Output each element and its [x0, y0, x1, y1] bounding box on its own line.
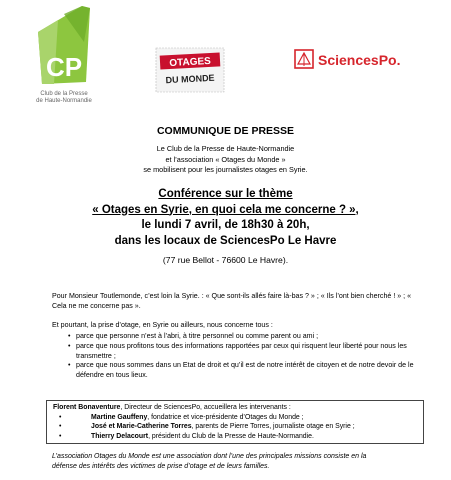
- association-footer: L’association Otages du Monde est une association dont l’une des principales missions consiste en la défense des intérêts des victimes de prise d’otage et de leurs familles.: [52, 453, 367, 470]
- bullet-icon: •: [59, 413, 62, 421]
- conference-line: Conférence sur le thème: [158, 188, 293, 200]
- bullet-icon: •: [68, 341, 71, 350]
- list-item: • parce que nous profitons tous des informations rapportées par ceux qui risquent leur liberté pour nous les transmettre ;: [52, 342, 424, 362]
- svg-text:SciencesPo.: SciencesPo.: [318, 52, 401, 68]
- intro-line: Le Club de la Presse de Haute-Normandie: [156, 144, 295, 153]
- list-item: • Martine Gauffeny, fondatrice et vice-présidente d’Otages du Monde ;: [53, 413, 417, 423]
- conference-line: le lundi 7 avril, de 18h30 à 20h,: [141, 219, 310, 231]
- conference-announcement: [0, 187, 451, 249]
- bullet-icon: •: [59, 432, 62, 440]
- list-item: • Thierry Delacourt, président du Club de la Presse de Haute-Normandie.: [53, 432, 417, 442]
- conference-address: (77 rue Bellot - 76600 Le Havre).: [162, 255, 289, 265]
- svg-text:DU MONDE: DU MONDE: [165, 72, 215, 86]
- bullet-icon: •: [68, 332, 71, 340]
- host-line: Florent Bonaventure, Directeur de SciencesPo, accueillera les intervenants :: [53, 404, 291, 411]
- intro-line: se mobilisent pour les journalistes otages en Syrie.: [143, 165, 308, 174]
- svg-text:OTAGES: OTAGES: [169, 55, 212, 70]
- conference-line: « Otages en Syrie, en quoi cela me concerne ? »,: [92, 203, 359, 216]
- paragraph-concerne: Et pourtant, la prise d’otage, en Syrie ou ailleurs, nous concerne tous :: [52, 321, 273, 329]
- otages-du-monde-logo: [152, 44, 228, 96]
- paragraph-toutlemonde: Pour Monsieur Toutlemonde, c’est loin la Syrie. : « Que sont-ils allés faire là-bas ? » ; « Ils l’ont bien cherché ! » ; « Cela ne me concerne pas ».: [52, 292, 412, 310]
- cp-letters: CP: [46, 52, 83, 82]
- conference-line: dans les locaux de SciencesPo Le Havre: [114, 234, 337, 247]
- intro-block: [0, 144, 451, 176]
- intro-line: et l’association « Otages du Monde »: [165, 154, 286, 164]
- list-item: • José et Marie-Catherine Torres, parents de Pierre Torres, journaliste otage en Syrie ;: [53, 422, 417, 432]
- bullet-icon: •: [68, 361, 71, 370]
- list-item: • parce que nous sommes dans un Etat de droit et qu’il est de notre intérêt de citoyen et de notre devoir de le défendre en tous lieux.: [52, 361, 424, 381]
- list-item: • parce que personne n’est à l’abri, à titre personnel ou comme parent ou ami ;: [52, 332, 424, 342]
- bullet-icon: •: [59, 423, 62, 430]
- press-release-title: COMMUNIQUE DE PRESSE: [156, 125, 295, 137]
- sciencespo-logo: [293, 46, 415, 74]
- reasons-list: [52, 332, 424, 381]
- speakers-box: [46, 400, 424, 444]
- cp-logo-caption: Club de la Presse de Haute-Normandie: [36, 91, 92, 104]
